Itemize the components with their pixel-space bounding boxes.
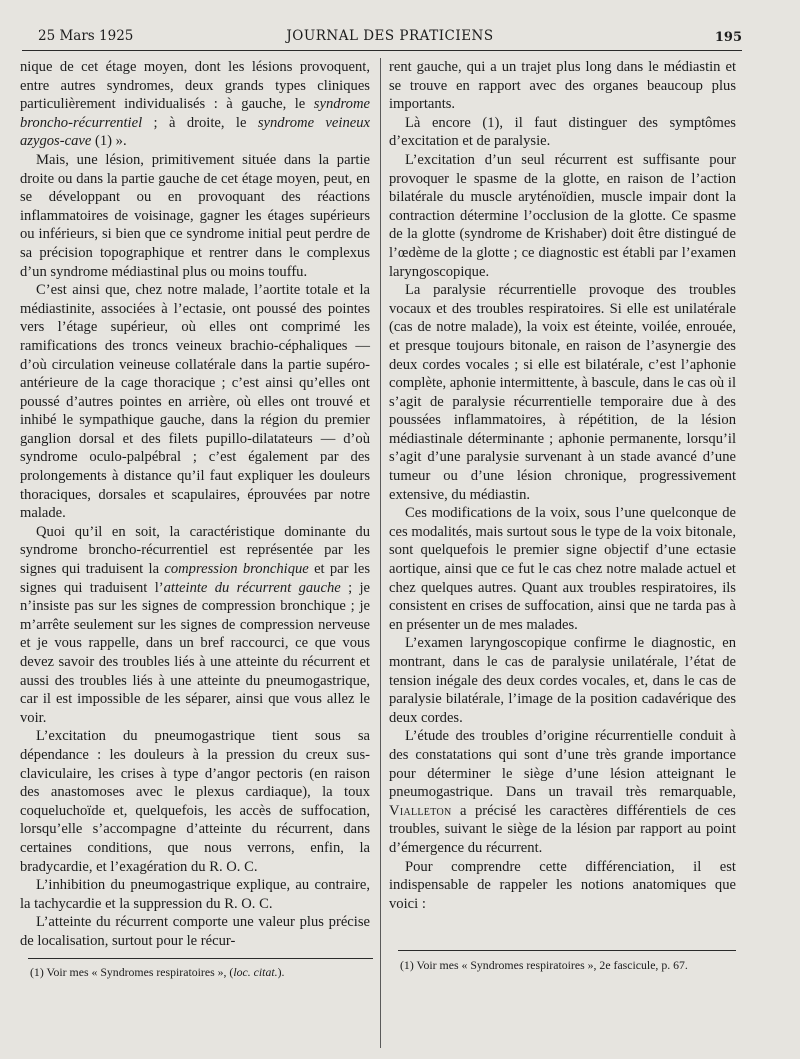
text-run: (1) Voir mes « Syndromes respiratoires », ( [30, 965, 234, 979]
text-run: nique de cet étage moyen, dont les lésions provoquent, entre autres syndromes, deux grands types cliniques particulièrement individualisés : à gauche, le [20, 59, 370, 113]
paragraph [389, 727, 736, 857]
italic-term: compression bronchique [164, 561, 309, 578]
page-header [38, 24, 742, 46]
text-run: (1) ». [91, 133, 127, 150]
paragraph: Là encore (1), il faut distinguer des symptômes d’excitation et de paralysie. [389, 114, 736, 150]
paragraph: Ces modifications de la voix, sous l’une quelconque de ces modalités, mais surtout sous le type de la voix bitonale, sont quelquefois le premier signe objectif d’une ectasie aortique, ainsi que ce fut le cas chez notre malade actuel et chez quelques autres. Quant aux troubles respiratoires, ils consistent en crises de suffocation, ainsi que ne tarda pas à en présenter un de mes malades. [389, 505, 736, 633]
text-run: Quoi qu’il en soit, la caractéristique dominante du syndrome broncho-récurrentiel est représentée par les signes qui traduisent la [20, 523, 370, 578]
paragraph: L’inhibition du pneumogastrique explique, au contraire, la tachycardie et la suppression du R. O. C. [20, 877, 370, 912]
text-run: ). [277, 965, 285, 979]
paragraph: Pour comprendre cette différenciation, il est indispensable de rappeler les notions anatomiques que voici : [389, 858, 736, 912]
right-column [389, 58, 736, 913]
page-number: 195 [714, 30, 742, 45]
text-run: ; je n’insiste pas sur les signes de compression bronchique ; je m’arrête seulement sur les signes de compression nerveuse et je vous rappelle, dans un bref raccourci, ce que vous devez savoir des troubles liés à une atteinte du récurrent et aussi des troubles liés à une atteinte du pneumogastrique, car il est impossible de les séparer, ainsi que vous allez le voir. [20, 579, 371, 726]
paragraph: Mais, une lésion, primitivement située dans la partie droite ou dans la partie gauche de cet étage moyen, peut, en se développant ou en provoquant des réactions inflammatoires de voisinage, gagner les étages supérieurs ou inférieurs, si bien que ce syndrome initial peut perdre de sa précision topographique et rentrer dans le complexus d’un syndrome médiastinal plus ou moins touffu. [20, 151, 370, 280]
paragraph: La paralysie récurrentielle provoque des troubles vocaux et des troubles respiratoires. Si elle est unilatérale (cas de notre malade), la voix est éteinte, voilée, enrouée, et presque toujours bitonale, en raison de l’asynergie des deux cordes vocales ; si elle est bilatérale, c’est l’aphonie complète, aphonie intermittente, à bascule, dans le cas où il s’agit de paralysie récurrentielle temporaire due à des poussées inflammatoires, à répétition, de la lésion médiastinale déterminante ; aphonie permanente, lorsqu’il s’agit d’une paralysie survenant à un stade avancé d’une tumeur ou d’une lésion chronique, progressivement extensive, du médiastin. [389, 282, 736, 503]
issue-date: 25 Mars 1925 [38, 28, 134, 44]
footnote-left [30, 965, 375, 979]
text-run: a précisé les caractères différentiels de ces troubles, suivant le siège de la lésion par rapport au point d’émergence du récurrent. [389, 802, 736, 856]
left-column [20, 58, 370, 951]
footnote-right: (1) Voir mes « Syndromes respiratoires », 2e fascicule, p. 67. [400, 958, 688, 972]
journal-title: JOURNAL DES PRATICIENS [286, 28, 494, 44]
text-run: ; à droite, le [142, 114, 258, 131]
italic-term: loc. citat. [233, 965, 278, 979]
paragraph: L’examen laryngoscopique confirme le diagnostic, en montrant, dans le cas de paralysie unilatérale, l’état de tension inégale des deux cordes vocales, et, dans le cas de paralysie bilatérale, l’image de la position cadavérique des deux cordes. [389, 635, 736, 726]
header-rule [22, 50, 742, 51]
paragraph: L’atteinte du récurrent comporte une valeur plus précise de localisation, surtout pour le récur- [20, 914, 370, 949]
paragraph [20, 523, 370, 728]
paragraph: rent gauche, qui a un trajet plus long dans le médiastin et se trouve en rapport avec des organes beaucoup plus importants. [389, 59, 736, 113]
text-run: et par les signes qui traduisent l’ [20, 561, 371, 596]
paragraph: C’est ainsi que, chez notre malade, l’aortite totale et la médiastinite, associées à l’ectasie, ont poussé des pointes vers l’étage supérieur, où elles ont comprimé les ramifications des troncs veineux brachio-céphaliques — d’où circulation veineuse collatérale dans la partie supéro-antérieure de la cage thoracique ; c’est ainsi qu’elles ont poussé d’autres pointes en arrière, où elles ont trouvé et inhibé le sympathique gauche, dans la région du premier ganglion dorsal et des filets pupillo-dilatateurs — d’où syndrome oculo-palpébral ; c’est également par des prolongements à distance qu’il faut expliquer les douleurs thoraciques, dorsales et scapulaires, éprouvées par notre malade. [20, 282, 370, 522]
italic-term: syndrome veineux azygos-cave [20, 114, 370, 150]
text-run: L’étude des troubles d’origine récurrentielle conduit à des constatations qui sont d’une très grande importance pour déterminer le siège d’une lésion atteignant le pneumogastrique. Dans un travail très remarquable, [389, 728, 736, 801]
paragraph: L’excitation d’un seul récurrent est suffisante pour provoquer le spasme de la glotte, en raison de l’action bilatérale du muscle aryténoïdien, muscle impair dont la contraction détermine l’occlusion de la glotte. Ce spasme de la glotte (syndrome de Krishaber) doit être distingué de l’œdème de la glotte ; ce diagnostic est établi par l’examen laryngoscopique. [389, 151, 736, 280]
paragraph: L’excitation du pneumogastrique tient sous sa dépendance : les douleurs à la pression du creux sus-claviculaire, les crises à type d’angor pectoris (en raison des anastomoses avec le plexus cardiaque), la toux coqueluchoïde et, quelquefois, les accès de suffocation, lorsqu’elle s’accompagne d’atteinte du récurrent, dans certaines conditions, que nous verrons, enfin, la bradycardie, et l’exagération du R. O. C. [20, 728, 370, 875]
italic-term: syndrome broncho-récurrentiel [20, 96, 370, 131]
footnote-rule-right [398, 950, 736, 951]
column-divider [380, 58, 381, 1048]
italic-term: atteinte du récurrent gauche [163, 579, 341, 596]
paragraph [20, 58, 370, 151]
footnote-rule-left [28, 958, 373, 959]
author-name: Vialleton [389, 802, 452, 819]
